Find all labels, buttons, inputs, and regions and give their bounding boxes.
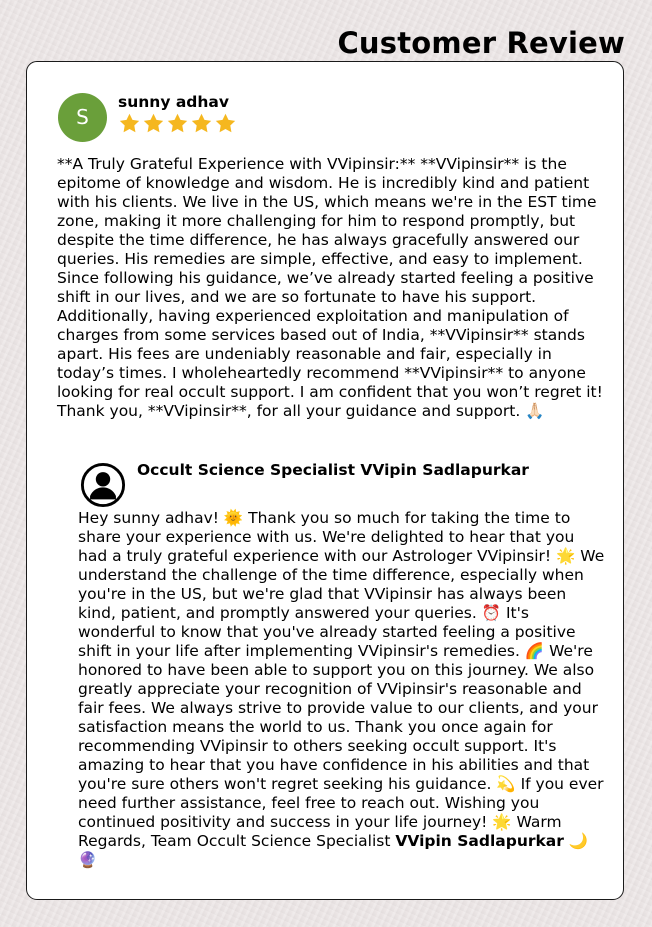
star-icon <box>190 112 213 135</box>
replier-name: Occult Science Specialist VVipin Sadlapurkar <box>137 461 529 479</box>
reply-signature: VVipin Sadlapurkar <box>395 832 564 850</box>
reply-body: Hey sunny adhav! 🌞 Thank you so much for taking the time to share your experience with us. We're delighted to hear that you had a truly grateful experience with our Astrologer VVipinsir! 🌟 We understand the challenge of the time difference, especially when you're in the US, but we're glad that VVipinsir has always been kind, patient, and promptly answered your queries. ⏰ It's wonderful to know that you've already started feeling a positive shift in your life after implementing VVipinsir's remedies. 🌈 We're honored to have been able to support you on this journey. We also greatly appreciate your recognition of VVipinsir's reasonable and fair fees. We always strive to provide value to our clients, and your satisfaction means the world to us. Thank you once again for recommending VVipinsir to others seeking occult support. It's amazing to hear that you have confidence in his abilities and that you're sure others won't regret seeking his guidance. 💫 If you ever need further assistance, feel free to reach out. Wishing you continued positivity and success in your life journey! 🌟 Warm Regards, Team Occult Science Specialist <box>78 509 605 850</box>
star-rating <box>118 112 237 136</box>
star-icon <box>142 112 165 135</box>
signature-emojis: 🌙🔮 <box>78 832 589 869</box>
reviewer-avatar: S <box>58 93 107 142</box>
page-title: Customer Review <box>337 26 625 60</box>
reviewer-name: sunny adhav <box>118 93 229 111</box>
review-card <box>26 61 624 900</box>
user-circle-icon <box>80 462 126 508</box>
reply-text <box>78 509 606 870</box>
review-text: **A Truly Grateful Experience with VVipinsir:** **VVipinsir** is the epitome of knowledge and wisdom. He is incredibly kind and patient with his clients. We live in the US, which means we're in the EST time zone, making it more challenging for him to respond promptly, but despite the time difference, he has always gracefully answered our queries. His remedies are simple, effective, and easy to implement. Since following his guidance, we’ve already started feeling a positive shift in our lives, and we are so fortunate to have his support. Additionally, having experienced exploitation and manipulation of charges from some services based out of India, **VVipinsir** stands apart. His fees are undeniably reasonable and fair, especially in today’s times. I wholeheartedly recommend **VVipinsir** to anyone looking for real occult support. I am confident that you won’t regret it! Thank you, **VVipinsir**, for all your guidance and support. 🙏🏻 <box>57 155 603 420</box>
star-icon <box>214 112 237 135</box>
star-icon <box>166 112 189 135</box>
star-icon <box>118 112 141 135</box>
